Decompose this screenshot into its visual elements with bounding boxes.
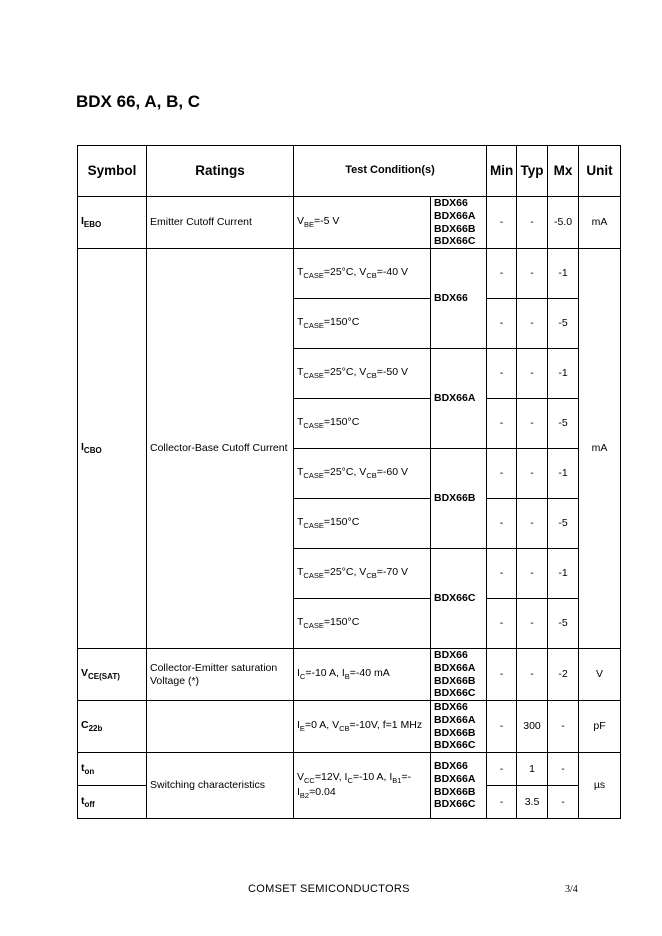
table-row-c22b [78, 701, 621, 753]
min-vcesat: - [487, 649, 517, 701]
typ-icbo-0b: - [517, 299, 548, 349]
unit-vcesat: V [579, 649, 621, 701]
condition-icbo-2a: $T_{CASE}=25^\circ C$, $V_{CB}=-60$ V [294, 449, 431, 499]
max-icbo-0b: -5 [548, 299, 579, 349]
typ-c22b: 300 [517, 701, 548, 753]
condition-icbo-3a: $T_{CASE}=25^\circ C$, $V_{CB}=-70$ V [294, 549, 431, 599]
devices-vcesat: BDX66 BDX66A BDX66B BDX66C [431, 649, 487, 701]
min-icbo-3b: - [487, 599, 517, 649]
typ-icbo-2a: - [517, 449, 548, 499]
typ-icbo-1b: - [517, 399, 548, 449]
condition-icbo-2b: $T_{CASE}=150^\circ C$ [294, 499, 431, 549]
condition-icbo-3b: $T_{CASE}=150^\circ C$ [294, 599, 431, 649]
rating-switching: Switching characteristics [147, 753, 294, 819]
device-icbo-0: BDX66 [431, 249, 487, 349]
typ-toff: 3.5 [517, 786, 548, 819]
max-iebo: -5.0 [548, 197, 579, 249]
symbol-vcesat: $V_{CE(SAT)}$ [78, 649, 147, 701]
table-row-icbo [78, 249, 621, 299]
symbol-iebo: $I_{EBO}$ [78, 197, 147, 249]
condition-vcesat: $I_C=-10$ A, $I_B=-40$ mA [294, 649, 431, 701]
devices-iebo: BDX66 BDX66A BDX66B BDX66C [431, 197, 487, 249]
unit-c22b: pF [579, 701, 621, 753]
symbol-toff: $t_{off}$ [78, 786, 147, 819]
max-icbo-0a: -1 [548, 249, 579, 299]
unit-switching: µs [579, 753, 621, 819]
min-icbo-0b: - [487, 299, 517, 349]
typ-icbo-3b: - [517, 599, 548, 649]
header-row [78, 146, 621, 197]
rating-vcesat: Collector-Emitter saturation Voltage (*) [147, 649, 294, 701]
table-row-iebo [78, 197, 621, 249]
min-icbo-2b: - [487, 499, 517, 549]
max-vcesat: -2 [548, 649, 579, 701]
min-icbo-2a: - [487, 449, 517, 499]
footer-company: COMSET SEMICONDUCTORS [248, 883, 410, 895]
header-symbol: Symbol [78, 146, 147, 197]
max-icbo-1a: -1 [548, 349, 579, 399]
condition-c22b: $I_E=0$ A, $V_{CB}=-10V$, f=1 MHz [294, 701, 431, 753]
max-icbo-2a: -1 [548, 449, 579, 499]
typ-ton: 1 [517, 753, 548, 786]
max-ton: - [548, 753, 579, 786]
min-iebo: - [487, 197, 517, 249]
typ-icbo-3a: - [517, 549, 548, 599]
condition-icbo-0b: $T_{CASE}=150^\circ C$ [294, 299, 431, 349]
max-toff: - [548, 786, 579, 819]
header-unit: Unit [579, 146, 621, 197]
rating-c22b [147, 701, 294, 753]
header-ratings: Ratings [147, 146, 294, 197]
typ-iebo: - [517, 197, 548, 249]
symbol-c22b: $C_{22b}$ [78, 701, 147, 753]
typ-icbo-0a: - [517, 249, 548, 299]
condition-switching: $V_{CC}=12V$, $I_C=-10$ A, $I_{B1}=-$ $I_{B2}=0.04$ [294, 753, 431, 819]
min-icbo-1a: - [487, 349, 517, 399]
max-icbo-3a: -1 [548, 549, 579, 599]
electrical-characteristics-table [77, 145, 621, 819]
max-icbo-3b: -5 [548, 599, 579, 649]
header-min: Min [487, 146, 517, 197]
min-c22b: - [487, 701, 517, 753]
min-ton: - [487, 753, 517, 786]
condition-icbo-1a: $T_{CASE}=25^\circ C$, $V_{CB}=-50$ V [294, 349, 431, 399]
devices-switching: BDX66 BDX66A BDX66B BDX66C [431, 753, 487, 819]
page-number: 3/4 [565, 884, 578, 895]
min-toff: - [487, 786, 517, 819]
typ-icbo-1a: - [517, 349, 548, 399]
condition-icbo-0a: $T_{CASE}=25^\circ C$, $V_{CB}=-40$ V [294, 249, 431, 299]
devices-c22b: BDX66 BDX66A BDX66B BDX66C [431, 701, 487, 753]
table-row-ton [78, 753, 621, 786]
typ-icbo-2b: - [517, 499, 548, 549]
unit-iebo: mA [579, 197, 621, 249]
table-row-vcesat [78, 649, 621, 701]
device-icbo-1: BDX66A [431, 349, 487, 449]
header-max: Mx [548, 146, 579, 197]
rating-iebo: Emitter Cutoff Current [147, 197, 294, 249]
page-title: BDX 66, A, B, C [76, 92, 201, 111]
device-icbo-2: BDX66B [431, 449, 487, 549]
typ-vcesat: - [517, 649, 548, 701]
rating-icbo: Collector-Base Cutoff Current [147, 249, 294, 649]
header-test-conditions: Test Condition(s) [294, 146, 487, 197]
symbol-ton: $t_{on}$ [78, 753, 147, 786]
condition-iebo: $V_{BE}=-5$ V [294, 197, 431, 249]
min-icbo-1b: - [487, 399, 517, 449]
min-icbo-3a: - [487, 549, 517, 599]
max-c22b: - [548, 701, 579, 753]
symbol-icbo: $I_{CBO}$ [78, 249, 147, 649]
unit-icbo: mA [579, 249, 621, 649]
device-icbo-3: BDX66C [431, 549, 487, 649]
min-icbo-0a: - [487, 249, 517, 299]
header-typ: Typ [517, 146, 548, 197]
max-icbo-2b: -5 [548, 499, 579, 549]
max-icbo-1b: -5 [548, 399, 579, 449]
condition-icbo-1b: $T_{CASE}=150^\circ C$ [294, 399, 431, 449]
